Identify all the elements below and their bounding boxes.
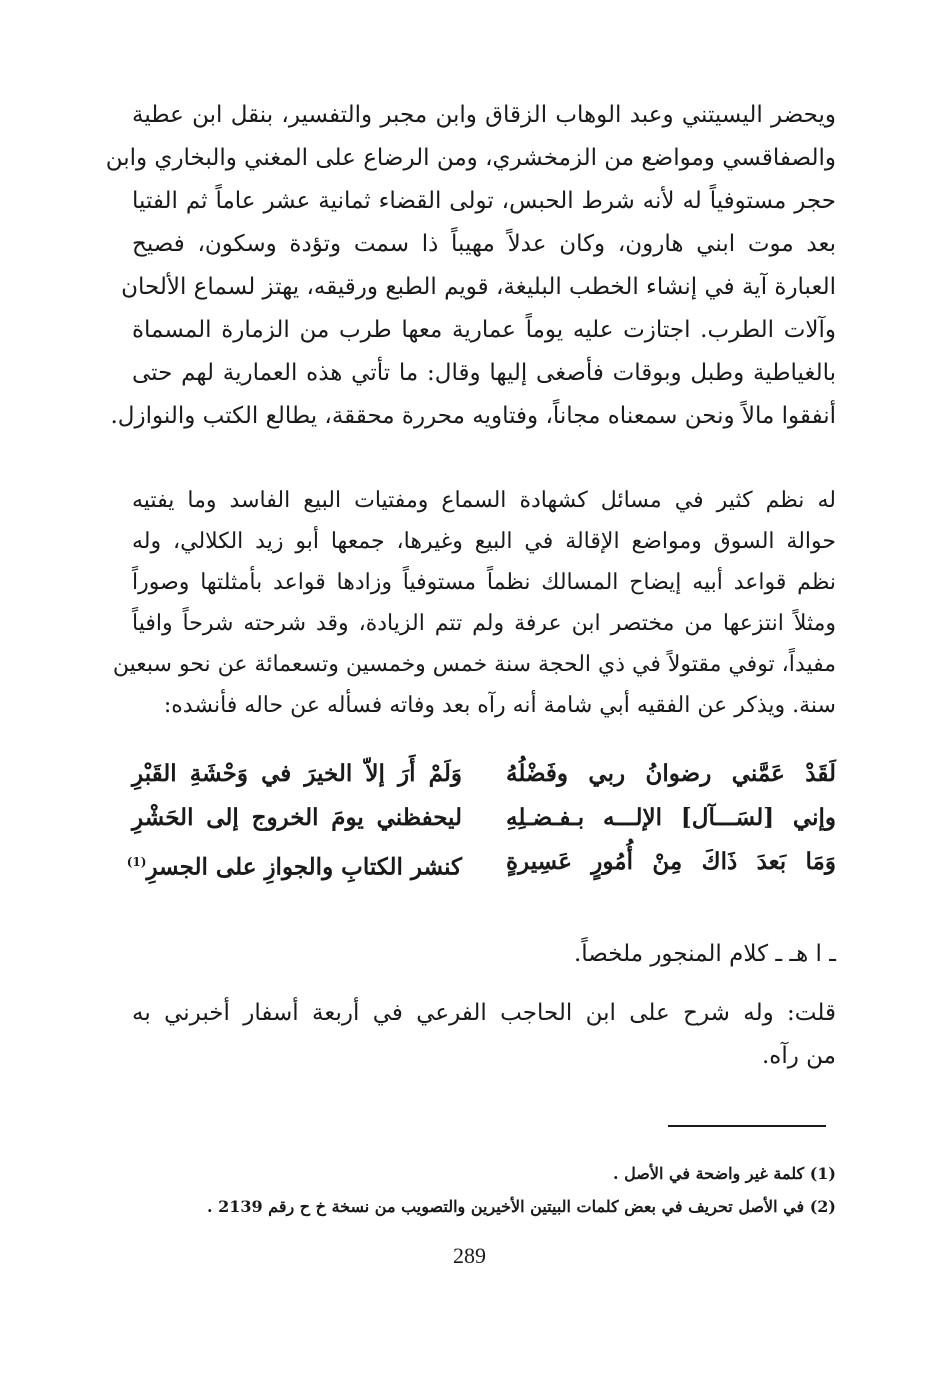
- footnotes: [132, 1157, 836, 1223]
- footnote-marker: (1): [126, 855, 147, 869]
- closing-line: ـ ا هـ ـ كلام المنجور ملخصاً.: [573, 941, 836, 967]
- text-line: حوالة السوق ومواضع الإقالة في البيع وغيرها، جمعها أبو زيد الكلالي، وله: [132, 529, 836, 554]
- poem: [126, 752, 836, 884]
- poem-verse: [126, 840, 836, 884]
- text-line: والصفاقسي ومواضع من الزمخشري، ومن الرضاع على المغني والبخاري وابن: [105, 145, 836, 171]
- verse-second-hemistich: [132, 752, 462, 796]
- note-line: من رآه.: [762, 1043, 836, 1069]
- text-line: بعد موت ابني هارون، وكان عدلاً مهيباً ذا سمت وتؤدة وسكون، فصيح: [132, 231, 836, 257]
- poem-verse: [132, 752, 836, 796]
- page-number: 289: [453, 1243, 486, 1268]
- paragraph-works: [112, 480, 836, 726]
- paragraph-biography: [105, 94, 836, 438]
- verse-second-text: ليحفظني يومَ الخروج إلى الحَشْرِ: [132, 804, 462, 831]
- poem-verse: [132, 796, 836, 840]
- text-line: أنفقوا مالاً ونحن سمعناه مجاناً، وفتاويه محررة محققة، يطالع الكتب والنوازل.: [110, 403, 836, 429]
- text-line: مفيداً، توفي مقتولاً في ذي الحجة سنة خمس وخمسين وتسعمائة عن نحو سبعين: [112, 652, 836, 677]
- verse-second-text: كنشر الكتابِ والجوازِ على الجسرِ: [146, 853, 462, 881]
- text-line: له نظم كثير في مسائل كشهادة السماع ومفتيات البيع الفاسد وما يفتيه: [132, 488, 836, 513]
- text-line: بالغياطية وطبل وبوقات فأصغى إليها وقال: ما تأتي هذه العمارية لهم حتى: [132, 360, 836, 386]
- footnote-item: (1) كلمة غير واضحة في الأصل .: [613, 1164, 836, 1183]
- note-line: قلت: وله شرح على ابن الحاجب الفرعي في أربعة أسفار أخبرني به: [132, 1000, 836, 1026]
- verse-second-text: وَلَمْ أَرَ إلاّ الخيرَ في وَحْشَةِ القَبْرِ: [132, 760, 462, 787]
- verse-first-hemistich: وإني [لسَـــآل] الإلـــه بـفـضـلِهِ: [506, 804, 836, 831]
- text-line: حجر مستوفياً له لأنه شرط الحبس، تولى القضاء ثمانية عشر عاماً ثم الفتيا: [132, 188, 836, 214]
- text-line: ومثلاً انتزعها من مختصر ابن عرفة ولم تتم الزيادة، وقد شرحته شرحاً وافياً: [132, 611, 836, 636]
- verse-second-hemistich: [132, 796, 462, 840]
- footnote-divider: [668, 1125, 826, 1127]
- text-line: العبارة آية في إنشاء الخطب البليغة، قويم الطبع ورقيقه، يهتز لسماع الألحان: [121, 274, 836, 300]
- footnote-item: (2) في الأصل تحريف في بعض كلمات البيتين الأخيرين والتصويب من نسخة خ ح رقم 2139 .: [206, 1197, 836, 1216]
- text-line: سنة. ويذكر عن الفقيه أبي شامة أنه رآه بعد وفاته فسأله عن حاله فأنشده:: [163, 693, 836, 718]
- closing-citation: [132, 933, 836, 976]
- verse-first-hemistich: لَقَدْ عَمَّني رضوانُ ربي وفَضْلُهُ: [506, 760, 836, 787]
- verse-first-hemistich: وَمَا بَعدَ ذَاكَ مِنْ أُمُورٍ عَسِيرةٍ: [506, 848, 836, 875]
- verse-second-hemistich: [126, 840, 462, 884]
- author-note: [132, 992, 836, 1078]
- text-line: وآلات الطرب. اجتازت عليه يوماً عمارية معها طرب من الزمارة المسماة: [132, 317, 836, 343]
- text-line: ويحضر اليسيتني وعبد الوهاب الزقاق وابن مجبر والتفسير، بنقل ابن عطية: [132, 102, 836, 128]
- text-line: نظم قواعد أبيه إيضاح المسالك نظماً مستوفياً وزادها قواعد بأمثلتها وصوراً: [132, 570, 836, 595]
